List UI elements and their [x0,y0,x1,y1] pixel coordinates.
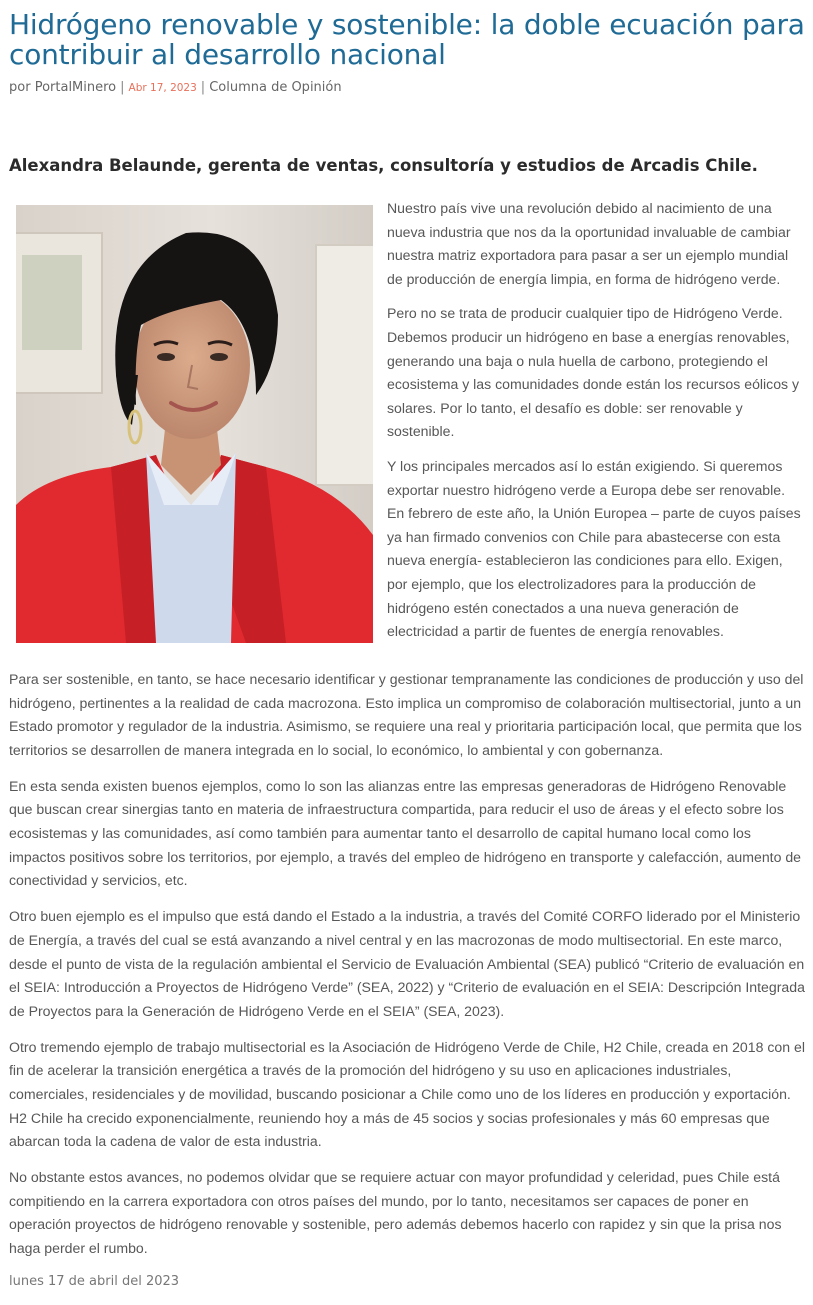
paragraph: Nuestro país vive una revolución debido al nacimiento de una nueva industria que nos da la oportunidad invaluable de cambiar nuestra matriz exportadora para pasar a ser un ejemplo mundial de producción de energía limpia, en forma de hidrógeno verde. [387,200,791,287]
paragraph: Pero no se trata de producir cualquier tipo de Hidrógeno Verde. Debemos producir un hidrógeno en base a energías renovables, generando una baja o nula huella de carbono, protegiendo el ecosistema y las comunidades donde están los recursos eólicos y solares. Por lo tanto, el desafío es doble: ser renovable y sostenible. [387,305,800,440]
article-subtitle: Alexandra Belaunde, gerenta de ventas, consultoría y estudios de Arcadis Chile. [9,156,758,175]
paragraph: En esta senda existen buenos ejemplos, como lo son las alianzas entre las empresas generadoras de Hidrógeno Renovable que buscan crear sinergias tanto en materia de infraestructura compartida, para reducir el uso de áreas y el efecto sobre los ecosistemas y las comunidades, así como también para aumentar tanto el desarrollo de capital humano local como los impactos positivos sobre los territorios, por ejemplo, a través del empleo de hidrógeno en transporte y calefacción, aumento de conectividad y servicios, etc. [9,777,802,889]
meta-separator: | [200,80,206,95]
paragraph: Otro tremendo ejemplo de trabajo multisectorial es la Asociación de Hidrógeno Verde de Chile, H2 Chile, creada en 2018 con el fin de acelerar la transición energética a través de la promoción del hidrógeno y su uso en aplicaciones industriales, comerciales, residenciales y de movilidad, buscando posicionar a Chile como uno de los líderes en producción y exportación. H2 Chile ha crecido exponencialmente, reuniendo hoy a más de 45 socios y socias profesionales y más 60 empresas que abarcan toda la cadena de valor de esta industria. [9,1038,805,1150]
article-meta [9,80,805,100]
article [9,0,805,1289]
paragraph: Para ser sostenible, en tanto, se hace necesario identificar y gestionar tempranamente las condiciones de producción y uso del hidrógeno, pertinentes a la realidad de cada macrozona. Esto implica un compromiso de colaboración multisectorial, junto a un Estado promotor y regulador de la industria. Asimismo, se requiere una real y prioritaria participación local, que permita que los territorios se desarrollen de manera integrada en lo social, lo económico, lo ambiental y con gobernanza. [9,671,804,758]
author-link[interactable]: PortalMinero [34,80,117,95]
footer-date: lunes 17 de abril del 2023 [9,1274,180,1289]
paragraph: No obstante estos avances, no podemos olvidar que se requiere actuar con mayor profundidad y celeridad, pues Chile está compitiendo en la carrera exportadora con otros países del mundo, por lo tanto, necesitamos ser capaces de poner en operación proyectos de hidrógeno renovable y sostenible, pero además debemos hacerlo con rapidez y sin que la prisa nos haga perder el rumbo. [9,1169,782,1257]
author-photo [16,205,373,643]
by-prefix: por [9,80,31,95]
publish-date: Abr 17, 2023 [128,82,197,94]
intro-column [387,197,805,655]
article-title: Hidrógeno renovable y sostenible: la doble ecuación para contribuir al desarrollo nacional [9,8,805,71]
article-body [9,668,805,1273]
category-link[interactable]: Columna de Opinión [209,80,342,95]
paragraph: Otro buen ejemplo es el impulso que está dando el Estado a la industria, a través del Comité CORFO liderado por el Ministerio de Energía, a través del cual se está avanzando a nivel central y en las macrozonas de modo multisectorial. En este marco, desde el punto de vista de la regulación ambiental el Servicio de Evaluación Ambiental (SEA) publicó “Criterio de evaluación en el SEIA: Introducción a Proyectos de Hidrógeno Verde” (SEA, 2022) y “Criterio de evaluación en el SEIA: Descripción Integrada de Proyectos para la Generación de Hidrógeno Verde en el SEIA” (SEA, 2023). [9,908,805,1019]
paragraph: Y los principales mercados así lo están exigiendo. Si queremos exportar nuestro hidrógeno verde a Europa debe ser renovable. En febrero de este año, la Unión Europea – parte de cuyos países ya han firmado convenios con Chile para abastecerse con esta nueva energía- establecieron las condiciones para ello. Exigen, por ejemplo, que los electrolizadores para la producción de hidrógeno estén conectados a una nueva generación de electricidad a partir de fuentes de energía renovables. [387,457,801,640]
meta-separator: | [120,80,125,95]
